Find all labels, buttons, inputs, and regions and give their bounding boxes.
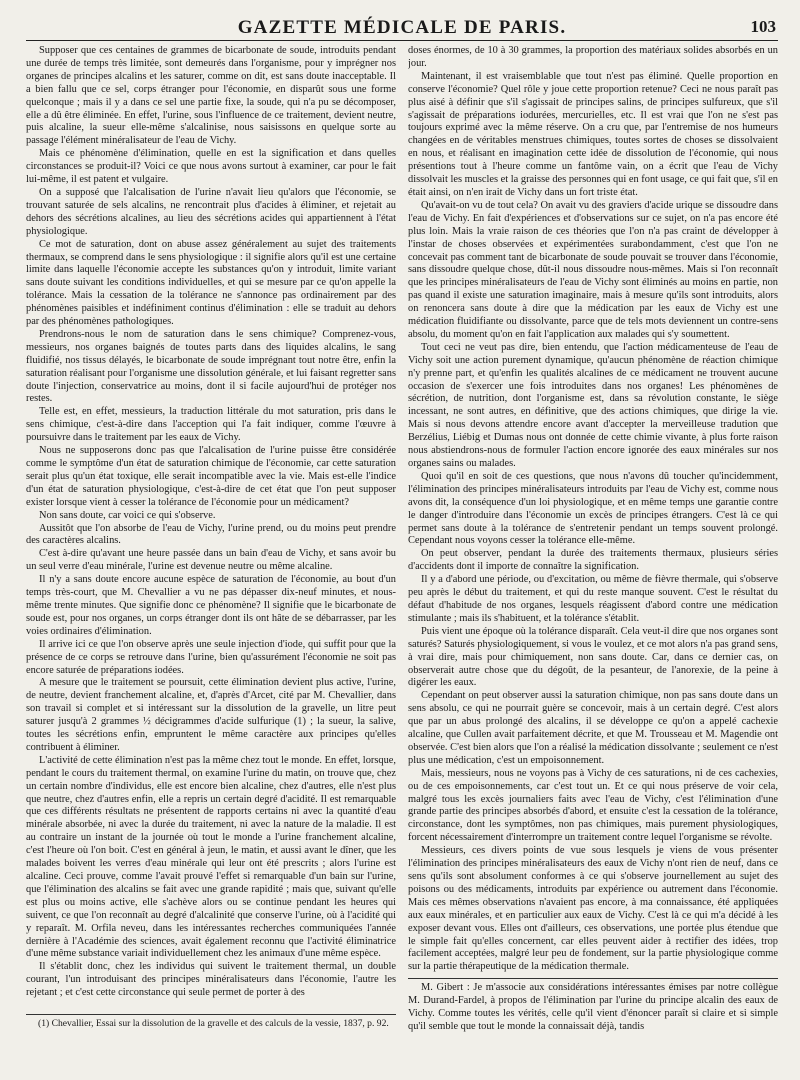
right-column: [408, 45, 778, 1034]
paragraph: Supposer que ces centaines de grammes de bicarbonate de soude, introduits pendant une durée de temps très limitée, sont demeurés dans l'organisme, pour y imprégner nos organes de principes alcalins et les saturer, comme on dit, est sans doute inacceptable. Il a bien fallu que ce sel, corps étranger pour l'économie, en disparût sous une forme quelconque ; mais il y a dans ce sel une partie fixe, la soude, qui n'a pu se décomposer, elle a dû être éliminée. En effet, l'urine, sous l'influence de ce traitement, devient neutre, puis alcaline, la sueur elle-même s'alcalinise, nous saisissons en quelque sorte au passage l'élément minéralisateur de l'eau de Vichy.: [26, 45, 396, 147]
paragraph: doses énormes, de 10 à 30 grammes, la proportion des matériaux solides absorbés en un jour.: [408, 45, 778, 69]
paragraph: Prendrons-nous le nom de saturation dans le sens chimique? Comprenez-vous, messieurs, nos organes baignés de toutes parts dans des liquides alcalins, le sang fluidifié, nos tissus délayés, le bicarbonate de soude imprégnant tout notre être, enfin la saturation réalisant pour l'organisme une dissolution générale, et lui faisant regretter sans doute l'injection, conservatrice au moins, dont il si facile aujourd'hui de protéger nos restes.: [26, 328, 396, 405]
section-divider: [408, 978, 778, 979]
paragraph: Cependant on peut observer aussi la saturation chimique, non pas sans doute dans un sens absolu, ce qui ne pourrait guère se concevoir, mais à un certain degré. C'est alors que par un abus prolongé des alcalins, il se développe ce qu'on a appelé cachexie alcaline, que Cullen avait parfaitement décrite, et que M. Trousseau et M. Magendie ont observée. C'est bien alors que l'on a réalisé la médication dissolvante ; seulement ce n'est plus une médication, c'est un empoisonnement.: [408, 690, 778, 766]
journal-title: GAZETTE MÉDICALE DE PARIS.: [237, 17, 567, 38]
paragraph: Telle est, en effet, messieurs, la traduction littérale du mot saturation, pris dans le sens chimique, c'est-à-dire dans l'acception qui l'a fait indiquer, comme l'œuvre à poursuivre dans le traitement par les eaux de Vichy.: [26, 406, 396, 444]
left-column: [26, 45, 396, 1034]
paragraph: Il n'y a sans doute encore aucune espèce de saturation de l'économie, au bout d'un temps très-court, que M. Chevallier a vu ne pas dépasser dix-neuf minutes, et nous-même trente minutes. Que signifie donc ce phénomène? Il signifie que le bicarbonate de soude est, pour nos organes, un corps étranger dont ils ont hâte de se débarrasser, par les voies ordinaires d'élimination.: [26, 574, 396, 637]
paragraph: Nous ne supposerons donc pas que l'alcalisation de l'urine puisse être considérée comme le symptôme d'un état de saturation chimique de l'économie, car cette saturation serait plus qu'un état toxique, elle serait incompatible avec la vie. Mais est-elle l'indice d'un état de saturation physiologique, c'est-à-dire de cet état que l'on peut supposer exister lorsque vient à cesser la tolérance de l'économie pour un médicament?: [26, 445, 396, 508]
paragraph: A mesure que le traitement se poursuit, cette élimination devient plus active, l'urine, de neutre, devient franchement alcaline, et, d'après d'Arcet, cité par M. Chevallier, dans son travail si complet et si intéressant sur la dissolution de la gravelle, un litre peut saturer jusqu'à 2 grammes ½ décigrammes d'acide sulfurique (1) ; la sueur, la salive, toutes les sécrétions enfin, empruntent le même caractère aux principes qu'elles contribuent à éliminer.: [26, 677, 396, 753]
page-header: [26, 14, 778, 41]
paragraph: Il arrive ici ce que l'on observe après une seule injection d'iode, qui suffit pour que la présence de ce corps se retrouve dans l'urine, bien qu'assurément l'économie ne soit pas encore saturée de préparations iodées.: [26, 638, 396, 676]
closing-paragraph: M. Gibert : Je m'associe aux considérations intéressantes émises par notre collègue M. Durand-Fardel, à propos de l'élimination par l'urine du principe alcalin des eaux de Vichy. Comme toutes les vérités, celle qu'il vient d'énoncer paraît si claire et si simple qu'il semble que tout le monde la connaissait déjà, tandis: [408, 982, 778, 1032]
paragraph: On peut observer, pendant la durée des traitements thermaux, plusieurs séries d'accidents dont il importe de connaître la signification.: [408, 548, 778, 573]
paragraph: Mais ce phénomène d'élimination, quelle en est la signification et dans quelles circonstances se produit-il? Voici ce que nous avons surtout à examiner, car pour le fait lui-même, il est patent et vulgaire.: [26, 148, 396, 186]
paragraph: Non sans doute, car voici ce qui s'observe.: [39, 509, 216, 521]
paragraph: Mais, messieurs, nous ne voyons pas à Vichy de ces saturations, ni de ces cachexies, ou de ces empoisonnements, car c'est tout un. Et ce qui nous préserve de voir cela, malgré tous les excès journaliers faits avec l'eau de Vichy, c'est l'élimination d'une grande partie des principes absorbés d'abord, et ensuite c'est la cessation de la tolérance, circonstance, dont les symptômes, non pas chimiques, mais purement physiologiques, forcent nécessairement d'interrompre un traitement contre lequel l'organisme se révolte.: [408, 767, 778, 844]
paragraph: Quoi qu'il en soit de ces questions, que nous n'avons dû toucher qu'incidemment, l'élimination des principes minéralisateurs introduits par l'eau de Vichy est, comme nous avons dit, la conséquence d'un loi physiologique, et en même temps une garantie contre le danger d'introduire dans l'économie un excès de principes étrangers. C'est là ce qui permet sans doute à la tolérance de s'entretenir pendant un temps souvent prolongé. Cependant nous voyons cesser la tolérance elle-même.: [408, 470, 778, 547]
paragraph: On a supposé que l'alcalisation de l'urine n'avait lieu qu'alors que l'économie, se trouvant saturée de sels alcalins, ne rencontrait plus d'acides à éliminer, et rejetait au dehors des sécrétions alcalines, au lieu des sécrétions acides qui appartiennent à l'état physiologique.: [26, 186, 396, 237]
page-number: 103: [750, 17, 776, 36]
paragraph: Messieurs, ces divers points de vue sous lesquels je viens de vous présenter l'élimination des principes minéralisateurs des eaux de Vichy n'ont rien de neuf, dans ce sens qu'ils sont absolument conformes à ce qui s'observe journellement au sujet des poisons ou des médicaments, introduits par expérience ou autrement dans l'économie. Mais ces mêmes observations n'avaient pas encore, à ma connaissance, été appliquées aux eaux minérales, et en particulier aux eaux de Vichy. C'est là ce qui m'a décidé à les exposer devant vous. Elles ont d'ailleurs, ces observations, une portée plus étendue que le simple fait qu'elles concernent, car elles peuvent aider à rectifier des idées, trop facilement acceptées, malgré leur peu de fondement, sur la partie physiologique comme sur la partie thérapeutique de la médication thermale.: [408, 845, 778, 973]
paragraph: Ce mot de saturation, dont on abuse assez généralement au sujet des traitements thermaux, se comprend dans le sens physiologique : il signifie alors qu'il est une certaine limite dans laquelle l'économie accepte les substances qu'on y introduit, limite variant sans doute suivant les conditions individuelles, et qui se mesure par ce qu'on appelle la tolérance. Mais la cessation de la tolérance ne s'annonce pas ordinairement par des phénomènes paisibles et indéfiniment continus d'élimination : elle se traduit au dehors par des phénomènes pathologiques.: [26, 238, 396, 328]
paragraph: Il s'établit donc, chez les individus qui suivent le traitement thermal, un double courant, l'un introduisant des principes minéralisateurs dans l'économie, l'autre les rejetant ; et c'est cette circonstance qui seule permet de porter à des: [26, 961, 396, 999]
footnote: (1) Chevallier, Essai sur la dissolution de la gravelle et des calculs de la vessie, 1837, p. 92.: [38, 1018, 389, 1030]
paragraph: C'est à-dire qu'avant une heure passée dans un bain d'eau de Vichy, et sans avoir bu un seul verre d'eau minérale, l'urine est devenue neutre ou même alcaline.: [26, 548, 396, 573]
paragraph: Il y a d'abord une période, ou d'excitation, ou même de fièvre thermale, qui s'observe peu après le début du traitement, et qui du reste manque souvent. C'est le résultat du défaut d'habitude de nos organes, lesquels réagissent d'abord contre une médication stimulante ; mais ils s'habituent, et la tolérance s'établit.: [408, 574, 778, 624]
paragraph: Puis vient une époque où la tolérance disparaît. Cela veut-il dire que nos organes sont saturés? Saturés physiologiquement, si vous le voulez, et ce mot alors n'a pas grand sens, à vrai dire, mais pour chimiquement, non sans doute. Car, dans ce dernier cas, on observerait autre chose que du dégoût, de la pesanteur, de l'anorexie, de la peine à digérer les eaux.: [408, 625, 778, 689]
paragraph: Tout ceci ne veut pas dire, bien entendu, que l'action médicamenteuse de l'eau de Vichy soit une action purement dynamique, qu'aucun phénomène de réaction chimique n'y prenne part, et qu'enfin les qualités alcalines de ce médicament ne trouvent aucune occasion de s'exercer une fois introduites dans nos organes! Les phénomènes de sécrétion, de nutrition, dont l'organisme est, dans sa révolution constante, le siège incessant, ne sont autres, en définitive, que des actions chimiques, que dirige la vie. Mais si nous devons attendre encore avant d'accepter la merveilleuse tradution que Berzélius, Liébig et Dumas nous ont donnée de cette chimie vivante, à plus forte raison nous abstiendrons-nous de formuler l'action encore ignorée des eaux minérales sur nos organes sains ou malades.: [408, 341, 778, 469]
paragraph: Maintenant, il est vraisemblable que tout n'est pas éliminé. Quelle proportion en conserve l'économie? Quel rôle y joue cette proportion retenue? Ceci ne nous paraît pas plus aisé à définir que s'il s'agissait de principes salins, de principes sulfureux, que s'il s'agissait de préparations iodurées, mercurielles, etc. Il est vrai que l'on ne s'est pas toujours exprimé avec la même réserve. On a cru que, par l'entremise de nos humeurs changées en de véritables menstrues chimiques, toutes sortes de choses se dissolvaient en nous, et réalisant en imagination cette idée de dissolution de l'économie, qui nous présentions tout à l'heure comme un fantôme vain, on a écrit que l'eau de Vichy dissolvait les muscles et la graisse des personnes qui en font usage, ce qui fait que, s'il en était ainsi, on n'en irait de Vichy dans un fort triste état.: [408, 70, 778, 198]
paragraph: L'activité de cette élimination n'est pas la même chez tout le monde. En effet, lorsque, pendant le cours du traitement thermal, on examine l'urine du matin, on trouve que, chez un certain nombre d'individus, elle est encore bien alcaline, chez d'autres, elle n'est plus que neutre, chez d'autres enfin, elle a repris un certain degré d'acidité. Il est remarquable que ces différents résultats ne présentent de rapports certains ni avec la quantité d'eau minérale absorbée, ni avec la durée du traitement, ni avec la nature de la maladie. Il est au contraire un instant de la journée où tout le monde a l'urine franchement alcaline, c'est l'heure où l'on boit. C'est en général à jeun, le matin, et aussi avant le dîner, que les malades boivent les verres d'eau minérale qui leur ont été prescrits ; alors l'urine est alcaline. Ceci prouve, comme l'avait prouvé l'effet si remarquable d'un bain sur l'urine, que l'élimination des alcalins se fait avec une grande rapidité ; mais que, suivant qu'elle est plus ou moins active, elle s'achève alors ou se continue pendant les heures qui suivent, ce que l'on reconnaît au degré d'alcalinité que conserve l'urine, où à l'acidité qui y reparaît. M. Orfila neveu, dans les intéressantes recherches communiquées l'année dernière à l'Académie des sciences, avait également reconnu que l'activité éliminatrice d'une même substance variait individuellement chez les animaux d'une même espèce.: [26, 754, 396, 960]
text-columns: [26, 45, 778, 1034]
paragraph: Aussitôt que l'on absorbe de l'eau de Vichy, l'urine prend, ou du moins peut prendre des caractères alcalins.: [26, 522, 396, 547]
footnote-divider: [26, 1014, 396, 1015]
paragraph: Qu'avait-on vu de tout cela? On avait vu des graviers d'acide urique se dissoudre dans l'eau de Vichy. En fait d'expériences et d'observations sur ce sujet, on n'a pas encore été plus loin. Mais la vraie raison de ces théories que l'on n'a pas craint de développer à l'instar de choses observées et expérimentées surabondamment, c'est que l'on ne concevait pas comment tant de bicarbonate de soude pouvait se trouver dans l'économie, sans dissoudre quelque chose, dût-il nous dissoudre nous-mêmes. Mais si l'on reconnaît que les principes minéralisateurs de l'eau de Vichy sont éliminés au moins en partie, non pas quand il existe une saturation imaginaire, mais à mesure qu'ils sont introduits, alors on renoncera sans doute à dire que la médication par les eaux de Vichy est une médication fluidifiante ou dissolvante, parce que de tels mots deviennent un contre-sens absolu, du moment qu'on en fait l'application aux malades qui s'y soumettent.: [408, 199, 778, 340]
